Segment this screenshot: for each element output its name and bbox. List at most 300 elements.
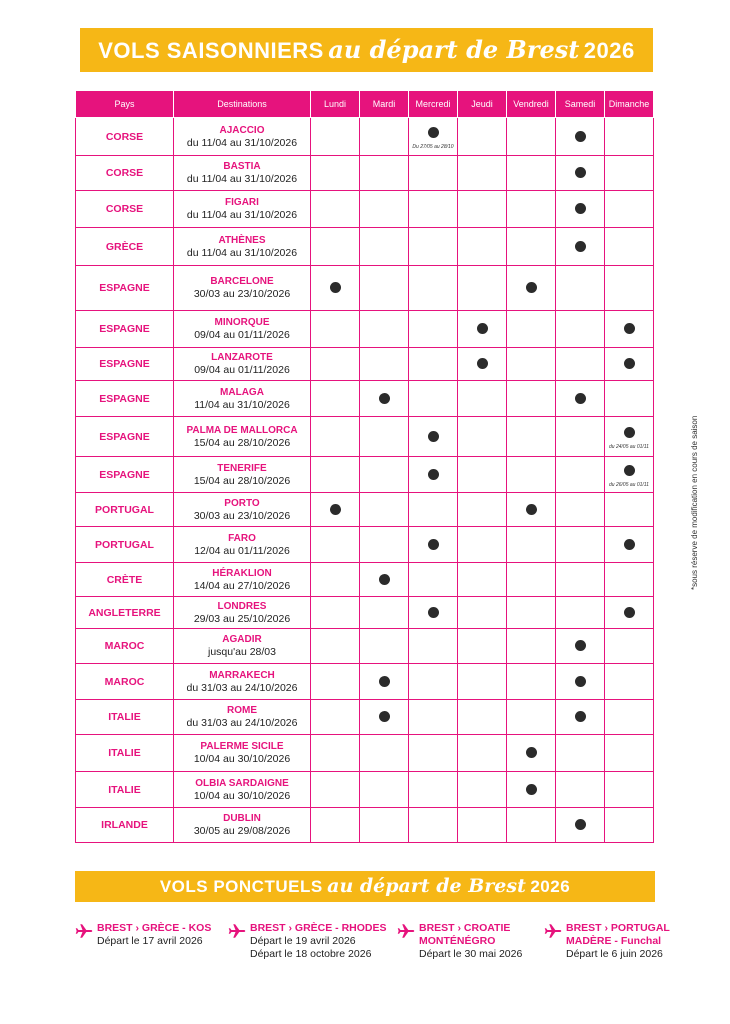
day-cell (605, 118, 654, 156)
flight-dot-icon (428, 607, 439, 618)
flight-dot-icon (575, 131, 586, 142)
flight-route: BREST › CROATIE (419, 922, 511, 934)
day-cell (360, 457, 409, 493)
day-cell (458, 735, 507, 772)
country-cell: ESPAGNE (76, 266, 174, 311)
day-cell (458, 417, 507, 457)
flight-date: Départ le 17 avril 2026 (97, 935, 203, 947)
country-cell: PORTUGAL (76, 493, 174, 527)
column-header: Mercredi (409, 91, 458, 118)
day-cell (458, 348, 507, 381)
day-cell (507, 228, 556, 266)
day-cell (311, 808, 360, 843)
destination-name: BARCELONE (210, 276, 274, 287)
flight-date: Départ le 19 avril 2026 (250, 935, 356, 947)
day-cell (458, 700, 507, 735)
day-cell (311, 629, 360, 664)
day-cell (311, 118, 360, 156)
day-cell (409, 118, 458, 156)
flight-route: MONTÉNÉGRO (419, 935, 496, 947)
airplane-icon (397, 924, 415, 938)
day-cell (556, 457, 605, 493)
day-cell (360, 417, 409, 457)
day-cell (605, 266, 654, 311)
day-cell (605, 597, 654, 629)
day-cell (409, 381, 458, 417)
day-cell (556, 348, 605, 381)
destination-dates: 09/04 au 01/11/2026 (194, 329, 290, 341)
destination-dates: 30/03 au 23/10/2026 (193, 288, 291, 300)
day-cell (360, 527, 409, 563)
table-row (76, 348, 654, 381)
table-row (76, 563, 654, 597)
day-cell (311, 311, 360, 348)
column-header: Pays (76, 91, 174, 118)
day-cell (360, 772, 409, 808)
day-cell (360, 311, 409, 348)
day-cell (507, 563, 556, 597)
column-header: Lundi (311, 91, 360, 118)
flight-dot-icon (428, 539, 439, 550)
day-cell (311, 493, 360, 527)
table-row (76, 156, 654, 191)
table-header-row (76, 91, 654, 118)
day-cell (556, 772, 605, 808)
column-header: Samedi (556, 91, 605, 118)
flight-dot-icon (624, 539, 635, 550)
day-cell (458, 118, 507, 156)
day-cell (458, 457, 507, 493)
day-cell (556, 664, 605, 700)
day-cell (458, 156, 507, 191)
destination-name: PALMA DE MALLORCA (186, 424, 298, 436)
day-cell (360, 808, 409, 843)
day-cell (507, 311, 556, 348)
day-cell (556, 417, 605, 457)
day-cell (605, 664, 654, 700)
day-cell (458, 311, 507, 348)
day-cell (360, 493, 409, 527)
destination-dates: 30/03 au 23/10/2026 (193, 509, 291, 522)
flight-dot-icon (624, 323, 635, 334)
destination-name: AGADIR (222, 634, 262, 645)
flight-dot-icon (575, 203, 586, 214)
flight-dot-icon (575, 676, 586, 687)
day-cell (507, 457, 556, 493)
day-cell (311, 348, 360, 381)
day-cell (360, 597, 409, 629)
airplane-icon (228, 924, 246, 938)
day-cell (409, 772, 458, 808)
day-cell (605, 417, 654, 457)
destination-dates: 29/03 au 25/10/2026 (193, 612, 291, 625)
day-cell (507, 527, 556, 563)
flight-dot-icon (624, 465, 635, 476)
destination-dates: 11/04 au 31/10/2026 (194, 398, 290, 411)
country-cell: ITALIE (76, 700, 174, 735)
destination-name: LONDRES (217, 600, 267, 612)
day-cell (458, 191, 507, 228)
destination-dates: du 11/04 au 31/10/2026 (186, 209, 298, 221)
day-cell (556, 156, 605, 191)
flight-dot-icon (575, 819, 586, 830)
day-cell (311, 563, 360, 597)
day-cell (311, 381, 360, 417)
destination-dates: 15/04 au 28/10/2026 (193, 474, 291, 487)
flight-dot-icon (526, 282, 537, 293)
country-cell: ITALIE (76, 772, 174, 808)
title-year: 2026 (583, 38, 635, 63)
day-cell (311, 735, 360, 772)
day-cell (458, 629, 507, 664)
flight-dot-icon (575, 711, 586, 722)
day-cell (507, 266, 556, 311)
flight-dot-icon (526, 504, 537, 515)
destination-cell (174, 228, 311, 266)
day-cell (360, 348, 409, 381)
country-cell: ESPAGNE (76, 381, 174, 417)
table-row (76, 527, 654, 563)
flight-dot-icon (624, 607, 635, 618)
day-cell (556, 527, 605, 563)
table-row (76, 808, 654, 843)
day-cell (360, 266, 409, 311)
seasonal-flights-table (75, 90, 654, 843)
ponctuels-title-main: VOLS PONCTUELS (159, 877, 323, 896)
day-cell (409, 156, 458, 191)
day-cell (409, 808, 458, 843)
destination-dates: 10/04 au 30/10/2026 (193, 753, 291, 765)
day-cell (409, 493, 458, 527)
destination-name: HÉRAKLION (212, 567, 272, 579)
title-main: VOLS SAISONNIERS (98, 38, 324, 63)
day-cell (605, 735, 654, 772)
day-cell (507, 417, 556, 457)
day-cell (360, 191, 409, 228)
day-cell (409, 563, 458, 597)
flight-text (566, 922, 716, 961)
day-cell (605, 311, 654, 348)
destination-name: PALERME SICILE (200, 741, 284, 752)
day-cell (556, 563, 605, 597)
day-cell (556, 381, 605, 417)
day-cell (311, 417, 360, 457)
day-cell (360, 664, 409, 700)
day-cell (507, 629, 556, 664)
destination-dates: 30/05 au 29/08/2026 (193, 825, 291, 837)
day-cell (458, 381, 507, 417)
day-cell (605, 700, 654, 735)
destination-dates: du 11/04 au 31/10/2026 (186, 136, 298, 149)
day-cell (311, 228, 360, 266)
column-header: Jeudi (458, 91, 507, 118)
destination-cell (174, 118, 311, 156)
destination-dates: jusqu'au 28/03 (208, 646, 276, 658)
day-cell (605, 808, 654, 843)
day-cell (507, 664, 556, 700)
day-cell (605, 527, 654, 563)
destination-cell (174, 700, 311, 735)
destination-cell (174, 527, 311, 563)
flight-route: MADÈRE - Funchal (566, 935, 662, 947)
destination-dates: 12/04 au 01/11/2026 (194, 544, 290, 557)
day-cell (507, 772, 556, 808)
day-cell (605, 191, 654, 228)
flight-dot-icon (526, 747, 537, 758)
day-cell (507, 735, 556, 772)
country-cell: CORSE (76, 118, 174, 156)
table-row (76, 266, 654, 311)
destination-cell (174, 457, 311, 493)
column-header: Vendredi (507, 91, 556, 118)
day-cell (409, 348, 458, 381)
flight-dot-icon (575, 241, 586, 252)
flight-dot-icon (330, 282, 341, 293)
country-cell: ESPAGNE (76, 417, 174, 457)
country-cell: CRÈTE (76, 563, 174, 597)
country-cell: PORTUGAL (76, 527, 174, 563)
day-cell (605, 493, 654, 527)
flight-dot-icon (477, 358, 488, 369)
day-cell (507, 597, 556, 629)
destination-cell (174, 156, 311, 191)
ponctuels-title-year: 2026 (530, 877, 571, 896)
destination-name: OLBIA SARDAIGNE (195, 777, 289, 789)
day-cell (360, 228, 409, 266)
destination-cell (174, 266, 311, 311)
day-cell (556, 735, 605, 772)
day-cell (409, 228, 458, 266)
country-cell: ANGLETERRE (76, 597, 174, 629)
table-row (76, 629, 654, 664)
day-cell (556, 493, 605, 527)
flight-dot-icon (526, 784, 537, 795)
day-cell (409, 266, 458, 311)
table-row (76, 597, 654, 629)
destination-dates: 10/04 au 30/10/2026 (193, 789, 291, 802)
table-row (76, 700, 654, 735)
title-script: au départ de Brest (328, 35, 580, 64)
day-cell (409, 664, 458, 700)
flight-dot-icon (575, 640, 586, 651)
ponctuels-title-script: au départ de Brest (327, 875, 526, 897)
title-banner (80, 28, 653, 72)
table-row (76, 417, 654, 457)
day-cell (458, 228, 507, 266)
column-header: Destinations (174, 91, 311, 118)
day-cell (311, 597, 360, 629)
day-cell (409, 735, 458, 772)
day-cell (556, 191, 605, 228)
column-header: Dimanche (605, 91, 654, 118)
day-cell (311, 772, 360, 808)
day-cell (360, 381, 409, 417)
day-cell (556, 266, 605, 311)
destination-cell (174, 191, 311, 228)
destination-dates: du 11/04 au 31/10/2026 (186, 173, 298, 185)
destination-name: MINORQUE (214, 317, 270, 328)
day-cell (605, 563, 654, 597)
day-cell (507, 156, 556, 191)
flight-text (250, 922, 400, 961)
flight-dot-icon (379, 711, 390, 722)
day-cell (605, 772, 654, 808)
destination-dates: 09/04 au 01/11/2026 (194, 364, 290, 376)
airplane-icon (75, 924, 93, 938)
day-cell (507, 118, 556, 156)
day-cell (605, 629, 654, 664)
day-note: Du 27/05 au 28/10 (412, 143, 454, 150)
day-cell (605, 348, 654, 381)
day-cell (556, 228, 605, 266)
flight-dot-icon (330, 504, 341, 515)
destination-dates: du 31/03 au 24/10/2026 (186, 681, 298, 694)
day-cell (458, 266, 507, 311)
flight-dot-icon (477, 323, 488, 334)
day-cell (360, 735, 409, 772)
destination-name: TENERIFE (217, 462, 267, 474)
destination-name: MALAGA (220, 386, 264, 398)
table-row (76, 228, 654, 266)
season-disclaimer: *sous réserve de modification en cours de saison (690, 415, 699, 590)
country-cell: IRLANDE (76, 808, 174, 843)
table-row (76, 311, 654, 348)
day-cell (556, 311, 605, 348)
flight-dot-icon (428, 431, 439, 442)
day-cell (409, 597, 458, 629)
day-cell (458, 772, 507, 808)
destination-cell (174, 629, 311, 664)
day-cell (507, 381, 556, 417)
day-cell (360, 629, 409, 664)
country-cell: CORSE (76, 191, 174, 228)
table-row (76, 772, 654, 808)
country-cell: ITALIE (76, 735, 174, 772)
flight-date: Départ le 18 octobre 2026 (250, 948, 372, 960)
day-cell (458, 808, 507, 843)
destination-cell (174, 348, 311, 381)
destination-name: ROME (227, 705, 257, 716)
airplane-icon (544, 924, 562, 938)
day-cell (458, 597, 507, 629)
flight-dot-icon (575, 393, 586, 404)
table-row (76, 191, 654, 228)
table-row (76, 118, 654, 156)
country-cell: MAROC (76, 664, 174, 700)
destination-dates: 14/04 au 27/10/2026 (193, 579, 291, 592)
flight-dot-icon (624, 427, 635, 438)
destination-cell (174, 311, 311, 348)
country-cell: CORSE (76, 156, 174, 191)
day-cell (409, 191, 458, 228)
day-cell (458, 527, 507, 563)
day-cell (605, 381, 654, 417)
ponctuels-banner (75, 871, 655, 902)
destination-cell (174, 597, 311, 629)
destination-cell (174, 563, 311, 597)
day-cell (556, 700, 605, 735)
destination-dates: 15/04 au 28/10/2026 (193, 436, 291, 449)
day-cell (409, 457, 458, 493)
day-cell (556, 597, 605, 629)
destination-name: DUBLIN (223, 813, 261, 824)
day-note: du 26/05 au 01/11 (609, 481, 649, 488)
country-cell: GRÈCE (76, 228, 174, 266)
flight-dot-icon (379, 393, 390, 404)
day-cell (556, 629, 605, 664)
day-cell (311, 457, 360, 493)
destination-cell (174, 808, 311, 843)
day-cell (311, 664, 360, 700)
flight-dot-icon (575, 167, 586, 178)
day-cell (311, 700, 360, 735)
flight-dot-icon (428, 127, 439, 138)
column-header: Mardi (360, 91, 409, 118)
day-cell (409, 311, 458, 348)
day-cell (556, 118, 605, 156)
destination-cell (174, 664, 311, 700)
day-cell (605, 457, 654, 493)
destination-cell (174, 417, 311, 457)
day-cell (507, 191, 556, 228)
destination-name: ATHÈNES (218, 234, 266, 246)
day-cell (409, 417, 458, 457)
destination-name: PORTO (224, 497, 260, 509)
day-cell (311, 191, 360, 228)
destination-cell (174, 772, 311, 808)
destination-name: LANZAROTE (211, 352, 273, 363)
day-cell (507, 700, 556, 735)
day-cell (507, 493, 556, 527)
table-row (76, 664, 654, 700)
day-cell (458, 563, 507, 597)
day-cell (556, 808, 605, 843)
destination-dates: du 11/04 au 31/10/2026 (186, 246, 298, 259)
table-row (76, 381, 654, 417)
day-cell (360, 118, 409, 156)
day-cell (458, 493, 507, 527)
flight-dot-icon (428, 469, 439, 480)
flight-dot-icon (624, 358, 635, 369)
table-row (76, 457, 654, 493)
flight-date: Départ le 6 juin 2026 (566, 948, 663, 960)
flight-route: BREST › GRÈCE - RHODES (250, 922, 387, 934)
flight-text (97, 922, 247, 948)
country-cell: MAROC (76, 629, 174, 664)
day-cell (360, 156, 409, 191)
table-body (76, 118, 654, 843)
flight-dot-icon (379, 574, 390, 585)
destination-name: FIGARI (225, 197, 259, 208)
day-cell (605, 156, 654, 191)
day-note: du 24/05 au 01/11 (609, 443, 649, 450)
destination-cell (174, 493, 311, 527)
flight-route: BREST › GRÈCE - KOS (97, 922, 212, 934)
country-cell: ESPAGNE (76, 311, 174, 348)
destination-dates: du 31/03 au 24/10/2026 (186, 717, 298, 729)
day-cell (409, 700, 458, 735)
country-cell: ESPAGNE (76, 348, 174, 381)
day-cell (409, 629, 458, 664)
day-cell (311, 156, 360, 191)
table-row (76, 493, 654, 527)
flight-route: BREST › PORTUGAL (566, 922, 670, 934)
day-cell (360, 700, 409, 735)
destination-name: AJACCIO (219, 124, 265, 136)
flight-date: Départ le 30 mai 2026 (419, 948, 523, 960)
table-row (76, 735, 654, 772)
destination-name: BASTIA (223, 161, 261, 172)
